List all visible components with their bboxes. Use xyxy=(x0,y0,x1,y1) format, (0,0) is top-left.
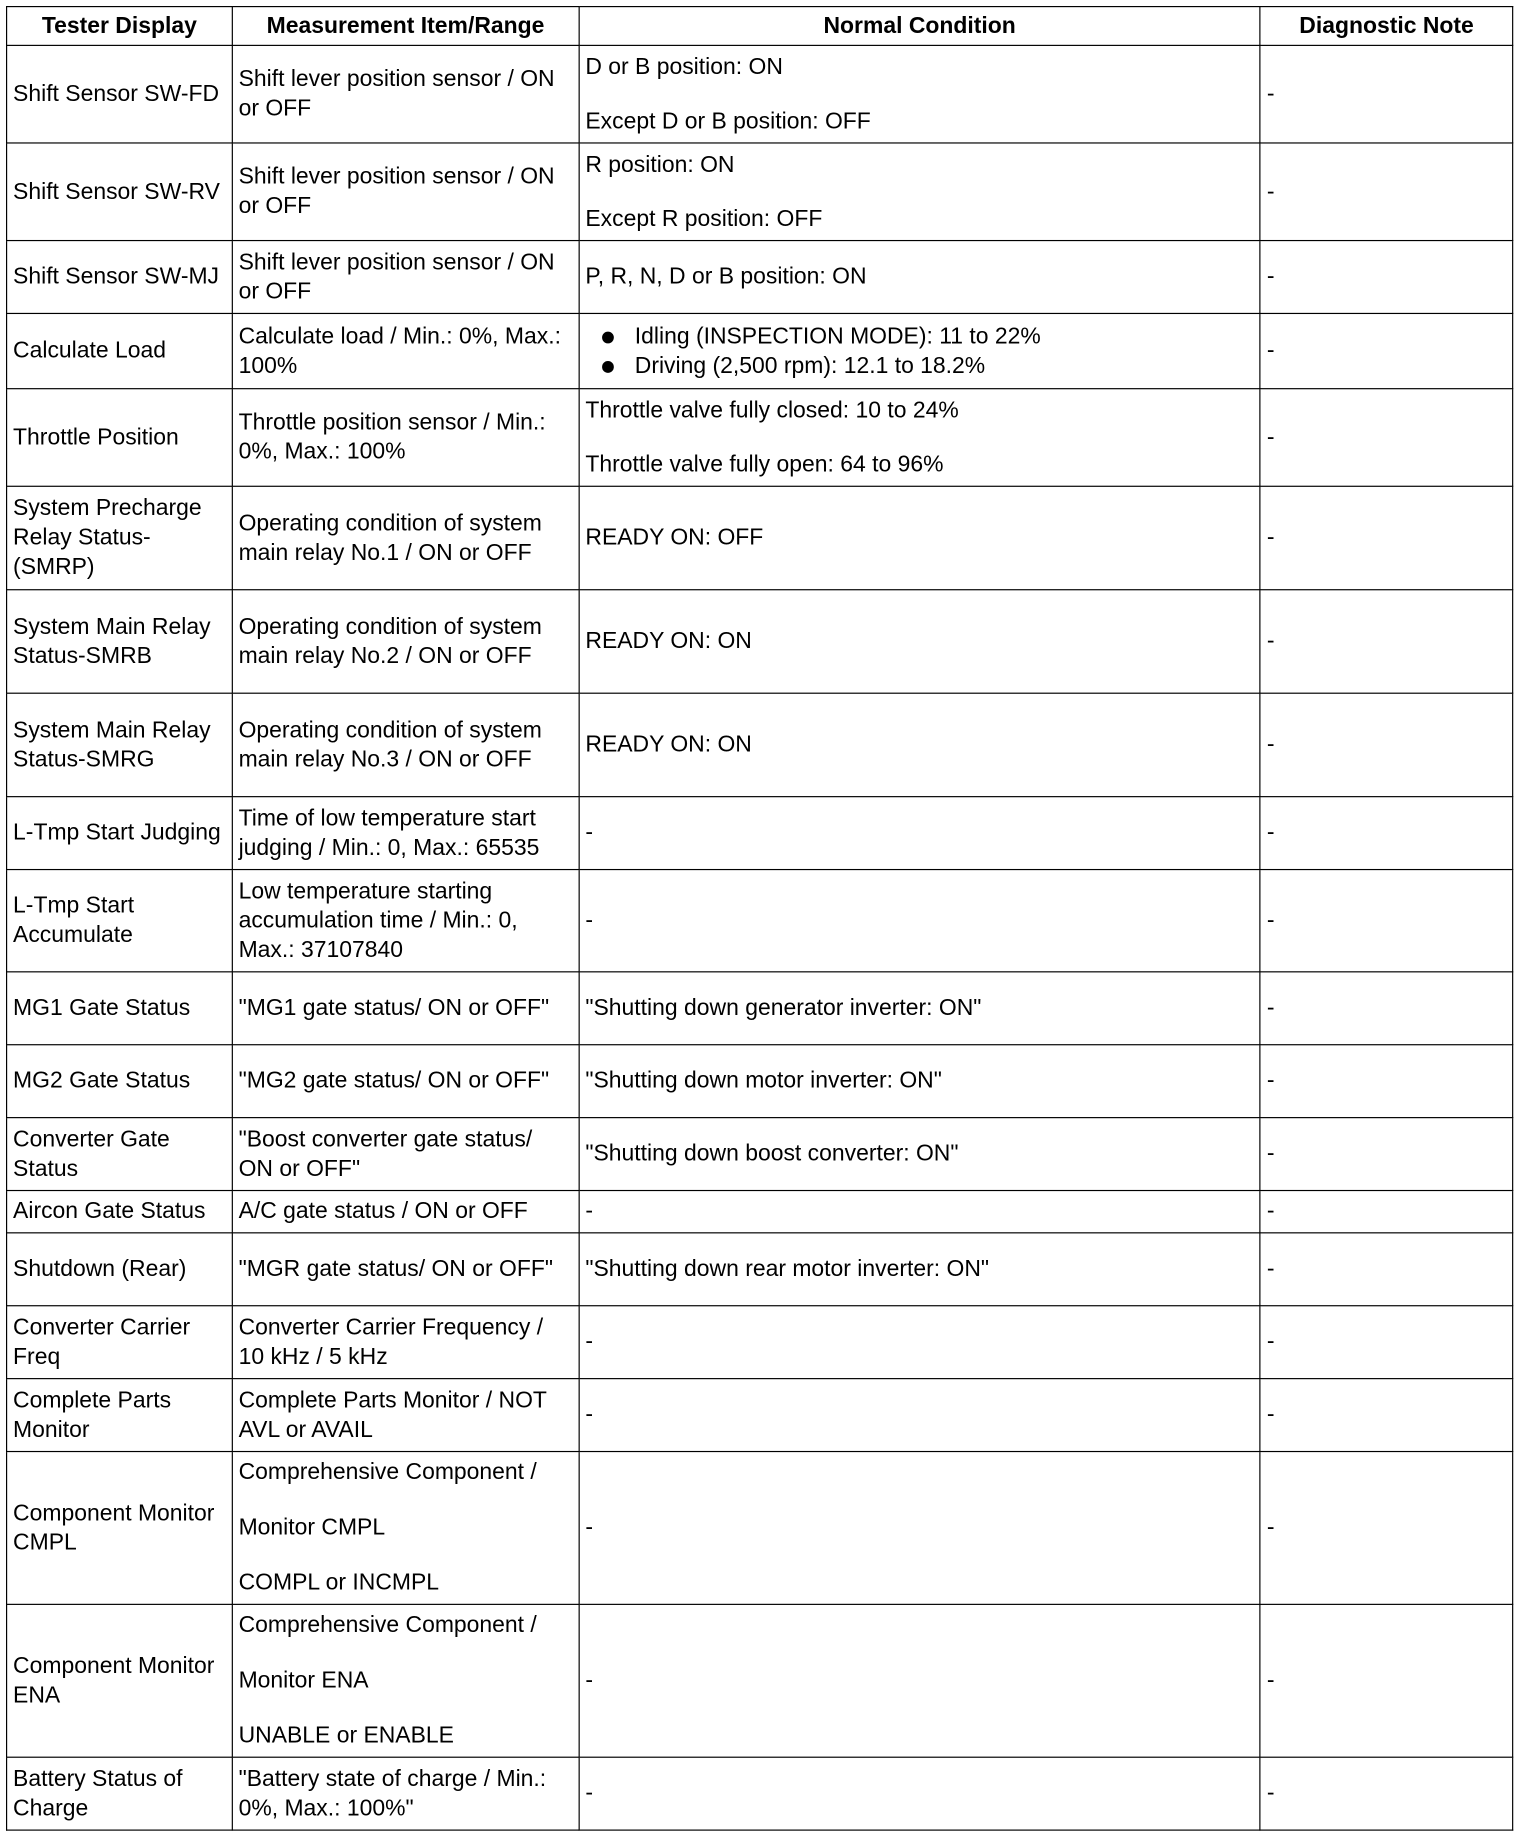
header-normal-condition: Normal Condition xyxy=(579,7,1260,46)
diagnostic-note-cell: - xyxy=(1260,590,1512,693)
data-list-table xyxy=(6,6,1513,1831)
measurement-cell: Operating condition of system main relay No.1 / ON or OFF xyxy=(232,486,579,589)
normal-condition-cell: "Shutting down motor inverter: ON" xyxy=(579,1045,1260,1118)
table-row xyxy=(7,1191,1513,1233)
diagnostic-note-cell: - xyxy=(1260,241,1512,314)
table-row xyxy=(7,143,1513,241)
diagnostic-note-cell: - xyxy=(1260,1306,1512,1379)
diagnostic-note-cell: - xyxy=(1260,797,1512,870)
measurement-cell: "MGR gate status/ ON or OFF" xyxy=(232,1233,579,1306)
bullet-item: Driving (2,500 rpm): 12.1 to 18.2% xyxy=(585,351,1254,380)
tester-display-cell: Converter Carrier Freq xyxy=(7,1306,233,1379)
tester-display-cell: Aircon Gate Status xyxy=(7,1191,233,1233)
normal-line: R position: ON xyxy=(585,151,735,178)
table-row xyxy=(7,389,1513,487)
measurement-line: Comprehensive Component / xyxy=(238,1459,537,1486)
table-row xyxy=(7,1379,1513,1452)
normal-condition-cell: - xyxy=(579,1191,1260,1233)
table-row xyxy=(7,241,1513,314)
normal-line: D or B position: ON xyxy=(585,53,783,80)
measurement-cell: "Boost converter gate status/ ON or OFF" xyxy=(232,1118,579,1191)
table-row xyxy=(7,972,1513,1045)
measurement-cell: Converter Carrier Frequency / 10 kHz / 5 kHz xyxy=(232,1306,579,1379)
diagnostic-note-cell: - xyxy=(1260,1191,1512,1233)
diagnostic-note-cell: - xyxy=(1260,1452,1512,1605)
tester-display-cell: Shift Sensor SW-RV xyxy=(7,143,233,241)
measurement-cell xyxy=(232,1452,579,1605)
tester-display-cell: Component Monitor CMPL xyxy=(7,1452,233,1605)
normal-condition-cell: - xyxy=(579,1604,1260,1757)
normal-bullet-list xyxy=(585,322,1254,381)
measurement-cell: A/C gate status / ON or OFF xyxy=(232,1191,579,1233)
measurement-cell: Shift lever position sensor / ON or OFF xyxy=(232,241,579,314)
diagnostic-note-cell: - xyxy=(1260,1379,1512,1452)
table-row xyxy=(7,1604,1513,1757)
table-row xyxy=(7,486,1513,589)
measurement-cell: "MG2 gate status/ ON or OFF" xyxy=(232,1045,579,1118)
normal-condition-cell: "Shutting down generator inverter: ON" xyxy=(579,972,1260,1045)
tester-display-cell: Calculate Load xyxy=(7,313,233,388)
table-row xyxy=(7,1233,1513,1306)
tester-display-cell: Complete Parts Monitor xyxy=(7,1379,233,1452)
table-row xyxy=(7,313,1513,388)
measurement-cell: Low temperature starting accumulation time / Min.: 0, Max.: 37107840 xyxy=(232,870,579,972)
measurement-line: UNABLE or ENABLE xyxy=(238,1722,454,1749)
tester-display-cell: MG1 Gate Status xyxy=(7,972,233,1045)
diagnostic-note-cell: - xyxy=(1260,870,1512,972)
table-header-row xyxy=(7,7,1513,46)
diagnostic-note-cell: - xyxy=(1260,693,1512,796)
measurement-cell: Complete Parts Monitor / NOT AVL or AVAIL xyxy=(232,1379,579,1452)
table-row xyxy=(7,1045,1513,1118)
measurement-cell: Operating condition of system main relay No.3 / ON or OFF xyxy=(232,693,579,796)
normal-condition-cell: "Shutting down rear motor inverter: ON" xyxy=(579,1233,1260,1306)
normal-condition-cell xyxy=(579,45,1260,143)
tester-display-cell: System Main Relay Status-SMRG xyxy=(7,693,233,796)
normal-condition-cell: - xyxy=(579,797,1260,870)
normal-condition-cell: - xyxy=(579,1757,1260,1830)
tester-display-cell: Shutdown (Rear) xyxy=(7,1233,233,1306)
normal-condition-cell: - xyxy=(579,1306,1260,1379)
measurement-line: COMPL or INCMPL xyxy=(238,1569,440,1596)
table-row xyxy=(7,870,1513,972)
normal-condition-cell: READY ON: ON xyxy=(579,590,1260,693)
measurement-cell: Shift lever position sensor / ON or OFF xyxy=(232,45,579,143)
normal-condition-cell xyxy=(579,313,1260,388)
normal-condition-cell: READY ON: OFF xyxy=(579,486,1260,589)
normal-condition-cell: - xyxy=(579,1379,1260,1452)
header-diagnostic-note: Diagnostic Note xyxy=(1260,7,1512,46)
measurement-cell: Throttle position sensor / Min.: 0%, Max.: 100% xyxy=(232,389,579,487)
normal-condition-cell: P, R, N, D or B position: ON xyxy=(579,241,1260,314)
measurement-line: Comprehensive Component / xyxy=(238,1612,537,1638)
table-row xyxy=(7,1306,1513,1379)
tester-display-cell: MG2 Gate Status xyxy=(7,1045,233,1118)
measurement-cell: Calculate load / Min.: 0%, Max.: 100% xyxy=(232,313,579,388)
header-measurement: Measurement Item/Range xyxy=(232,7,579,46)
diagnostic-note-cell: - xyxy=(1260,389,1512,487)
table-row xyxy=(7,590,1513,693)
table-row xyxy=(7,1757,1513,1830)
normal-condition-cell xyxy=(579,389,1260,487)
normal-condition-cell xyxy=(579,143,1260,241)
diagnostic-note-cell: - xyxy=(1260,313,1512,388)
diagnostic-note-cell: - xyxy=(1260,143,1512,241)
diagnostic-note-cell: - xyxy=(1260,1604,1512,1757)
tester-display-cell: Throttle Position xyxy=(7,389,233,487)
table-row xyxy=(7,45,1513,143)
normal-condition-cell: "Shutting down boost converter: ON" xyxy=(579,1118,1260,1191)
normal-condition-cell: READY ON: ON xyxy=(579,693,1260,796)
normal-condition-cell: - xyxy=(579,870,1260,972)
measurement-cell xyxy=(232,1604,579,1757)
measurement-cell: Operating condition of system main relay No.2 / ON or OFF xyxy=(232,590,579,693)
measurement-cell: "MG1 gate status/ ON or OFF" xyxy=(232,972,579,1045)
measurement-cell: Shift lever position sensor / ON or OFF xyxy=(232,143,579,241)
normal-line: Throttle valve fully closed: 10 to 24% xyxy=(585,396,959,423)
tester-display-cell: System Main Relay Status-SMRB xyxy=(7,590,233,693)
tester-display-cell: Component Monitor ENA xyxy=(7,1604,233,1757)
measurement-cell: Time of low temperature start judging / Min.: 0, Max.: 65535 xyxy=(232,797,579,870)
measurement-line: Monitor CMPL xyxy=(238,1514,386,1541)
table-row xyxy=(7,1452,1513,1605)
header-tester-display: Tester Display xyxy=(7,7,233,46)
diagnostic-note-cell: - xyxy=(1260,1045,1512,1118)
bullet-item: Idling (INSPECTION MODE): 11 to 22% xyxy=(585,322,1254,351)
diagnostic-note-cell: - xyxy=(1260,1118,1512,1191)
tester-display-cell: L-Tmp Start Accumulate xyxy=(7,870,233,972)
diagnostic-note-cell: - xyxy=(1260,1233,1512,1306)
normal-line: Throttle valve fully open: 64 to 96% xyxy=(585,451,944,477)
measurement-line: Monitor ENA xyxy=(238,1667,369,1694)
table-row xyxy=(7,693,1513,796)
diagnostic-note-cell: - xyxy=(1260,972,1512,1045)
diagnostic-note-cell: - xyxy=(1260,45,1512,143)
tester-display-cell: Battery Status of Charge xyxy=(7,1757,233,1830)
tester-display-cell: Shift Sensor SW-MJ xyxy=(7,241,233,314)
tester-display-cell: L-Tmp Start Judging xyxy=(7,797,233,870)
diagnostic-note-cell: - xyxy=(1260,486,1512,589)
document-page xyxy=(6,6,1520,1831)
table-row xyxy=(7,797,1513,870)
normal-line: Except D or B position: OFF xyxy=(585,107,871,134)
diagnostic-note-cell: - xyxy=(1260,1757,1512,1830)
tester-display-cell: System Precharge Relay Status-(SMRP) xyxy=(7,486,233,589)
normal-line: Except R position: OFF xyxy=(585,205,823,232)
table-row xyxy=(7,1118,1513,1191)
normal-condition-cell: - xyxy=(579,1452,1260,1605)
measurement-cell: "Battery state of charge / Min.: 0%, Max.: 100%" xyxy=(232,1757,579,1830)
tester-display-cell: Converter Gate Status xyxy=(7,1118,233,1191)
tester-display-cell: Shift Sensor SW-FD xyxy=(7,45,233,143)
